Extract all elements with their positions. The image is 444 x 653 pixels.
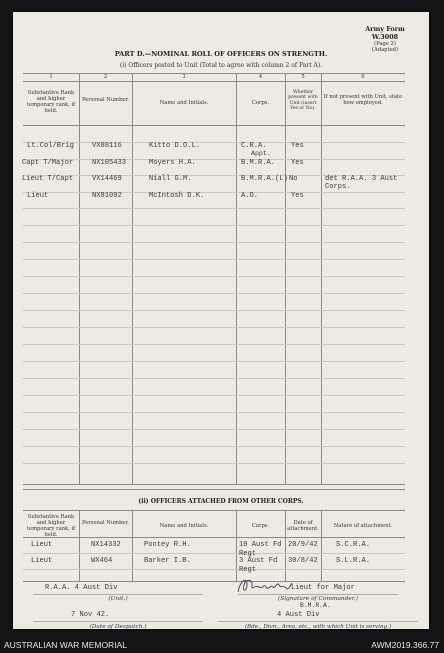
- document-page: [13, 12, 429, 629]
- table-row-employed: det R.A.A. 3 Aust Corps.: [325, 175, 398, 191]
- ruling-line: [23, 429, 405, 430]
- header-name: Name and Initials.: [159, 100, 209, 106]
- attached-header-number: Personal Number.: [81, 520, 130, 526]
- form-id-line2: (Page 2): [374, 41, 396, 47]
- ruling-line: [23, 553, 405, 554]
- column-number-line: [23, 81, 405, 82]
- ruling-line: [23, 378, 405, 379]
- ruling-line: [23, 463, 405, 464]
- ruling-line: [23, 192, 405, 193]
- ruling-line: [23, 293, 405, 294]
- unit-label: (Unit.): [108, 596, 128, 602]
- despatch-line: [33, 621, 203, 622]
- bde-line: [218, 621, 418, 622]
- col-number: 1: [49, 74, 53, 80]
- table-row-number: NX81092: [92, 192, 122, 200]
- ruling-line: [23, 242, 405, 243]
- ruling-line: [23, 327, 405, 328]
- col-number: 5: [301, 74, 305, 80]
- col-number: 6: [361, 74, 365, 80]
- col-divider: [321, 73, 322, 484]
- table-row-rank: Capt T/Major: [22, 159, 74, 167]
- despatch-label: (Date of Despatch.): [89, 624, 147, 630]
- ruling-line: [23, 395, 405, 396]
- bde-label: (Bde., Divn., Area, etc., with which Unit is serving.): [244, 624, 392, 630]
- unit-line: [33, 594, 203, 595]
- form-id-line3: (Adapted): [371, 47, 398, 53]
- ruling-line: [23, 208, 405, 209]
- attached-header-corps: Corps.: [251, 523, 270, 529]
- page-title: PART D.—NOMINAL ROLL OF OFFICERS ON STRENGTH.: [114, 50, 328, 58]
- table-row-present: No: [289, 175, 298, 183]
- col-number: 3: [182, 74, 186, 80]
- form-id: [355, 25, 415, 53]
- table-row-name: Moyers H.A.: [149, 159, 196, 167]
- attached-row-date: 30/8/42: [288, 557, 318, 565]
- attached-row-number: NX14332: [91, 541, 121, 549]
- table-row-rank: Lieut T/Capt: [22, 175, 74, 183]
- table-row-corps: B.M.R.A.: [241, 159, 276, 167]
- attached-row-nature: S.C.R.A.: [336, 541, 371, 549]
- unit-value: R.A.A. 4 Aust Div: [45, 584, 118, 592]
- attached-row-name: Barker I.B.: [144, 557, 191, 565]
- footer-bar: [0, 636, 444, 653]
- ruling-line: [23, 276, 405, 277]
- col-divider: [79, 73, 80, 484]
- header-bottom-line: [23, 125, 405, 126]
- attached-header-nature: Nature of attachment.: [333, 523, 393, 529]
- header-corps: Corps.: [251, 100, 270, 106]
- attached-row-number: WX464: [91, 557, 113, 565]
- footer-accession-number: AWM2019.366.77: [371, 640, 439, 650]
- attached-row-nature: S.L.R.A.: [336, 557, 371, 565]
- col-divider: [236, 510, 237, 581]
- ruling-line: [23, 361, 405, 362]
- ruling-line: [23, 569, 405, 570]
- col-divider: [132, 73, 133, 484]
- table-row-corps: C.R.A.: [241, 142, 267, 150]
- page-subtitle: (i) Officers posted to Unit (Total to agree with column 2 of Part A).: [119, 62, 323, 69]
- table-row-number: VX14469: [92, 175, 122, 183]
- table-row-name: Kitto D.O.L.: [149, 142, 201, 150]
- corps-note: Appt.: [251, 150, 271, 157]
- signature-value: Lieut for Major: [291, 584, 355, 592]
- col-divider: [132, 510, 133, 581]
- col-number: 4: [258, 74, 263, 80]
- form-id-line1: Army Form W.3008: [365, 25, 405, 41]
- attached-bottom-line: [23, 581, 405, 582]
- attached-row-rank: Lieut: [31, 541, 53, 549]
- table-row-number: NX105433: [92, 159, 127, 167]
- bde-value: 4 Aust Div: [277, 611, 320, 619]
- attached-header-name: Name and Initials.: [159, 523, 209, 529]
- header-present: Whether present with Unit (insert Yes or No).: [288, 90, 318, 112]
- table-row-rank: Lt.Col/Brig: [27, 142, 74, 150]
- table-row-name: McIntosh D.K.: [149, 192, 205, 200]
- attached-row-corps: 3 Aust Fd Regt: [239, 557, 278, 574]
- header-number: Personal Number.: [81, 97, 130, 103]
- table-row-present: Yes: [291, 142, 304, 150]
- attached-top-line: [23, 510, 405, 511]
- col-divider: [285, 73, 286, 484]
- table-row-corps: A.O.: [241, 192, 259, 200]
- attached-header-line: [23, 537, 405, 538]
- attached-title: (ii) OFFICERS ATTACHED FROM OTHER CORPS.: [138, 498, 304, 505]
- ruling-line: [23, 225, 405, 226]
- attached-row-date: 20/9/42: [288, 541, 318, 549]
- despatch-value: 7 Nov 42.: [71, 611, 110, 619]
- table-bottom-line: [23, 484, 405, 485]
- signature-label: (Signature of Commander.): [277, 596, 359, 602]
- header-rank: Substantive Rank and higher temporary rank, if held.: [26, 90, 76, 114]
- header-employed: If not present with Unit, state how employed.: [323, 94, 403, 106]
- table-row-rank: Lieut: [27, 192, 49, 200]
- ruling-line: [23, 344, 405, 345]
- table-row-name: Niall G.M.: [149, 175, 192, 183]
- table-row-present: Yes: [291, 192, 304, 200]
- commander-unit: B.M.R.A.: [300, 602, 331, 609]
- signature-line: [238, 594, 398, 595]
- ruling-line: [23, 259, 405, 260]
- attached-row-corps: 10 Aust Fd Regt: [239, 541, 282, 558]
- footer-credit: AUSTRALIAN WAR MEMORIAL: [4, 640, 127, 650]
- col-divider: [236, 73, 237, 484]
- attached-row-rank: Lieut: [31, 557, 53, 565]
- attached-header-date: Date of attachment.: [287, 520, 319, 532]
- col-divider: [321, 510, 322, 581]
- ruling-line: [23, 310, 405, 311]
- ruling-line: [23, 159, 405, 160]
- table-row-corps: B.M.R.A.(L): [241, 175, 288, 183]
- table-row-present: Yes: [291, 159, 304, 167]
- ruling-line: [23, 412, 405, 413]
- table-row-number: VX88116: [92, 142, 122, 150]
- col-number: 2: [103, 74, 108, 80]
- ruling-line: [23, 142, 405, 143]
- ruling-line: [23, 446, 405, 447]
- attached-row-name: Pontey R.H.: [144, 541, 191, 549]
- attached-header-rank: Substantive Rank and higher temporary rank, if held.: [26, 514, 76, 538]
- section-line: [23, 489, 405, 490]
